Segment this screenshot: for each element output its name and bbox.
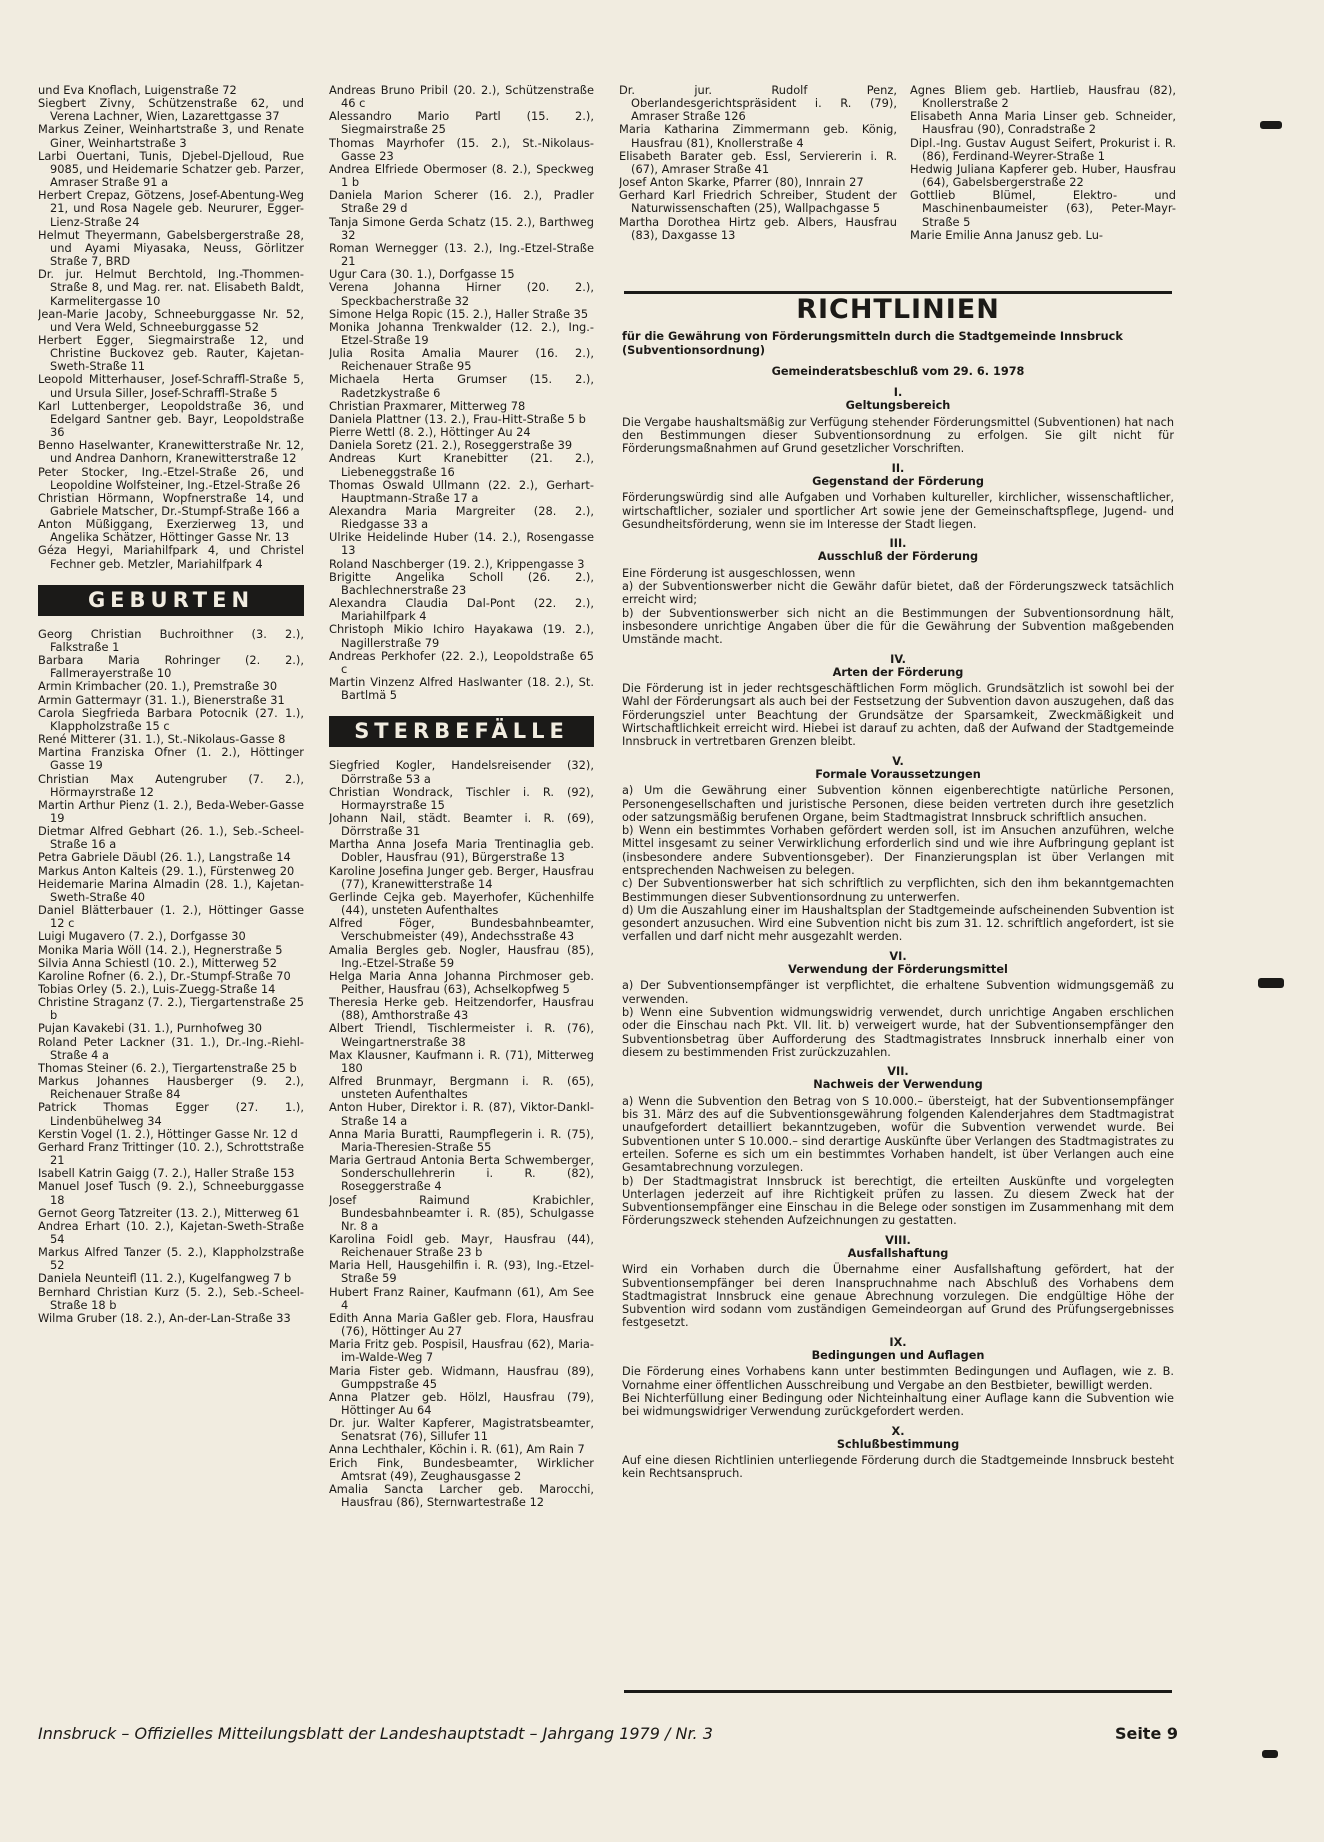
- list-entry: Dipl.-Ing. Gustav August Seifert, Prokurist i. R. (86), Ferdinand-Weyrer-Straße 1: [910, 135, 1176, 163]
- list-entry: Maria Katharina Zimmermann geb. König, Hausfrau (81), Knollerstraße 4: [619, 122, 897, 150]
- section-title: Gegenstand der Förderung: [812, 474, 984, 488]
- section-number: IV.: [890, 652, 906, 666]
- list-entry: Christian Praxmarer, Mitterweg 78: [329, 398, 526, 413]
- list-entry: Verena Johanna Hirner (20. 2.), Speckbacherstraße 32: [329, 280, 594, 308]
- top-rule: [624, 291, 1172, 294]
- section-paragraph: a) Der Subventionsempfänger ist verpflichtet, die erhaltene Subvention widmungsgemäß zu verwenden.: [622, 979, 1174, 1006]
- section-paragraph: b) Wenn eine Subvention widmungswidrig verwendet, durch unrichtige Angaben erschlichen oder die Einschau nach Pkt. VII. lit. b) verweigert wurde, hat der Subventionsempfänger den Subventionsbetrag über Aufforderung des Stadtmagistrates Innsbruck innerhalb einer von diesem zu bestimmenden Frist zurückzuzahlen.: [622, 1005, 1174, 1059]
- list-entry: Andrea Elfriede Obermoser (8. 2.), Speckweg 1 b: [329, 161, 594, 190]
- section-paragraph: Die Förderung eines Vorhabens kann unter bestimmten Bedingungen und Auflagen, wie z. B. Vornahme einer öffentlichen Ausschreibung und Vergabe an den Bestbieter, bewilligt werden.: [622, 1365, 1174, 1392]
- list-entry: Simone Helga Ropic (15. 2.), Haller Straße 35: [329, 306, 589, 321]
- list-entry: Brigitte Angelika Scholl (26. 2.), Bachlechnerstraße 23: [329, 569, 594, 597]
- list-entry: Pierre Wettl (8. 2.), Höttinger Au 24: [329, 425, 531, 440]
- section-title: Schlußbestimmung: [836, 1437, 960, 1451]
- list-entry: Marie Emilie Anna Janusz geb. Lu-: [910, 227, 1104, 242]
- list-entry: Peter Stocker, Ing.-Etzel-Straße 26, und Leopoldine Wolfsteiner, Ing.-Etzel-Straße 26: [38, 464, 304, 492]
- guideline-section: [622, 755, 1174, 944]
- list-entry: Alessandro Mario Partl (15. 2.), Siegmairstraße 25: [329, 109, 594, 137]
- list-entry: Markus Johannes Hausberger (9. 2.), Reichenauer Straße 84: [38, 1074, 304, 1102]
- guideline-section: [622, 386, 1174, 455]
- list-entry: Andreas Perkhofer (22. 2.), Leopoldstraße 65 c: [329, 648, 594, 676]
- list-entry: Karoline Josefina Junger geb. Berger, Hausfrau (77), Kranewitterstraße 14: [329, 863, 594, 891]
- bottom-rule: [624, 1690, 1172, 1693]
- list-entry: Andreas Kurt Kranebitter (21. 2.), Liebeneggstraße 16: [329, 451, 594, 479]
- list-entry: Monika Johanna Trenkwalder (12. 2.), Ing.-Etzel-Straße 19: [329, 319, 594, 347]
- list-entry: Anna Maria Buratti, Raumpflegerin i. R. (75), Maria-Theresien-Straße 55: [329, 1126, 594, 1154]
- section-title: Arten der Förderung: [832, 665, 964, 679]
- list-entry: Johann Nail, städt. Beamter i. R. (69), Dörrstraße 31: [329, 810, 594, 839]
- list-entry: Leopold Mitterhauser, Josef-Schraffl-Straße 5, und Ursula Siller, Josef-Schraffl-Straße 5: [38, 372, 304, 400]
- list-entry: Georg Christian Buchroithner (3. 2.), Falkstraße 1: [38, 626, 304, 654]
- list-entry: Edith Anna Maria Gaßler geb. Flora, Hausfrau (76), Höttinger Au 27: [329, 1310, 594, 1339]
- list-entry: Daniela Plattner (13. 2.), Frau-Hitt-Straße 5 b: [329, 411, 586, 426]
- deaths-list-continued-a: [619, 84, 897, 242]
- list-entry: Siegbert Zivny, Schützenstraße 62, und Verena Lachner, Wien, Lazarettgasse 37: [38, 96, 304, 124]
- section-paragraph: a) Wenn die Subvention den Betrag von S 10.000.– übersteigt, hat der Subventionsempfänger bis 31. März des auf die Subventionsgewährung folgenden Kalenderjahres dem Stadtmagistrat unaufgefordert detailliert bekanntzugeben, wofür die Subvention verwendet wurde. Bei Subventionen unter S 10.000.– sind derartige Auskünfte über Verlangen des Stadtmagistrates zu erteilen. Soferne es sich um ein bestimmtes Vorhaben handelt, ist über Verlangen auch eine Gesamtabrechnung vorzulegen.: [622, 1094, 1174, 1175]
- list-entry: Martina Franziska Ofner (1. 2.), Höttinger Gasse 19: [38, 745, 304, 773]
- births-list: [38, 628, 304, 1325]
- council-resolution: Gemeinderatsbeschluß vom 29. 6. 1978: [771, 364, 1025, 378]
- column-2: [329, 84, 594, 1724]
- list-entry: Thomas Oswald Ullmann (22. 2.), Gerhart-Hauptmann-Straße 17 a: [329, 477, 594, 505]
- column-1: [38, 84, 304, 1724]
- list-entry: Kerstin Vogel (1. 2.), Höttinger Gasse Nr. 12 d: [38, 1126, 298, 1141]
- list-entry: Géza Hegyi, Mariahilfpark 4, und Christel Fechner geb. Metzler, Mariahilfpark 4: [38, 543, 304, 571]
- section-number: VIII.: [885, 1233, 911, 1247]
- guidelines-sections: [622, 386, 1174, 1481]
- guideline-section: [622, 1336, 1174, 1419]
- list-entry: Markus Anton Kalteis (29. 1.), Fürstenweg 20: [38, 863, 295, 878]
- list-entry: Hedwig Juliana Kapferer geb. Huber, Hausfrau (64), Gabelsbergerstraße 22: [910, 161, 1176, 190]
- list-entry: Ugur Cara (30. 1.), Dorfgasse 15: [329, 267, 515, 282]
- list-entry: Gottlieb Blümel, Elektro- und Maschinenbaumeister (63), Peter-Mayr-Straße 5: [910, 188, 1176, 229]
- guideline-section: [622, 1425, 1174, 1481]
- section-paragraph: a) der Subventionswerber nicht die Gewähr dafür bietet, daß der Förderungszweck tatsächlich erreicht wird;: [622, 580, 1174, 607]
- list-entry: Markus Alfred Tanzer (5. 2.), Klappholzstraße 52: [38, 1245, 304, 1273]
- list-entry: Anna Lechthaler, Köchin i. R. (61), Am Rain 7: [329, 1442, 585, 1457]
- list-entry: Julia Rosita Amalia Maurer (16. 2.), Reichenauer Straße 95: [329, 346, 594, 374]
- section-paragraph: Wird ein Vorhaben durch die Übernahme einer Ausfallshaftung gefördert, hat der Subventionsempfänger bei deren Inanspruchnahme nach Abschluß des Vorhabens dem Stadtmagistrat Innsbruck eine genaue Abrechnung vorzulegen. Die endgültige Höhe der Subvention wird sodann vom zuständigen Gemeindeorgan auf Grund des Prüfungsergebnisses festgesetzt.: [622, 1263, 1174, 1330]
- section-title: Ausfallshaftung: [847, 1247, 949, 1260]
- section-paragraph: c) Der Subventionswerber hat sich schriftlich zu verpflichten, sich den ihm bekanntgemachten Bestimmungen dieser Subventionsordnung zu unterwerfen.: [622, 877, 1174, 904]
- births-list-continued: [329, 84, 594, 702]
- scan-mark-bottom: [1262, 1750, 1278, 1758]
- section-title: Ausschluß der Förderung: [817, 550, 979, 564]
- section-paragraph: d) Um die Auszahlung einer im Haushaltsplan der Stadtgemeinde aufscheinenden Subvention ist gesondert anzusuchen. Wird eine Subvention nicht bis zum 31. 12. schriftlich angefordert, ist sie verfallen und darf nicht mehr ausgezahlt werden.: [622, 903, 1174, 944]
- list-entry: Karl Luttenberger, Leopoldstraße 36, und Edelgard Santner geb. Bayr, Leopoldstraße 36: [38, 398, 304, 440]
- guidelines-title: RICHTLINIEN: [796, 297, 1000, 325]
- section-title: Geltungsbereich: [845, 399, 951, 413]
- list-entry: Martha Anna Josefa Maria Trentinaglia geb. Dobler, Hausfrau (91), Bürgerstraße 13: [329, 837, 594, 865]
- list-entry: Christoph Mikio Ichiro Hayakawa (19. 2.), Nagillerstraße 79: [329, 622, 594, 650]
- list-entry: Tobias Orley (5. 2.), Luis-Zuegg-Straße 14: [38, 982, 276, 996]
- section-number: VI.: [889, 949, 907, 963]
- list-entry: Maria Hell, Hausgehilfin i. R. (93), Ing.-Etzel-Straße 59: [329, 1258, 594, 1286]
- list-entry: Max Klausner, Kaufmann i. R. (71), Mitterweg 180: [329, 1047, 594, 1075]
- list-entry: Roland Peter Lackner (31. 1.), Dr.-Ing.-Riehl-Straße 4 a: [38, 1034, 304, 1062]
- list-entry: Daniel Blätterbauer (1. 2.), Höttinger Gasse 12 c: [38, 903, 304, 931]
- list-entry: Alexandra Maria Margreiter (28. 2.), Riedgasse 33 a: [329, 504, 594, 532]
- list-entry: Dr. jur. Walter Kapferer, Magistratsbeamter, Senatsrat (76), Sillufer 11: [329, 1416, 594, 1444]
- section-title: Bedingungen und Auflagen: [811, 1349, 985, 1363]
- list-entry: Carola Siegfrieda Barbara Potocnik (27. 1.), Klappholzstraße 15 c: [38, 705, 304, 733]
- list-entry: Dr. jur. Helmut Berchtold, Ing.-Thommen-Straße 8, und Mag. rer. nat. Elisabeth Baldt, Karmelitergasse 10: [38, 267, 304, 308]
- list-entry: Siegfried Kogler, Handelsreisender (32), Dörrstraße 53 a: [329, 758, 594, 786]
- scan-mark-middle: [1258, 978, 1284, 988]
- page-footer: [38, 1724, 1178, 1746]
- list-entry: Josef Raimund Krabichler, Bundesbahnbeamter i. R. (85), Schulgasse Nr. 8 a: [329, 1192, 594, 1233]
- list-entry: Theresia Herke geb. Heitzendorfer, Hausfrau (88), Amthorstraße 43: [329, 995, 594, 1023]
- list-entry: Silvia Anna Schiestl (10. 2.), Mitterweg 52: [38, 955, 277, 970]
- guidelines-subtitle: für die Gewährung von Förderungsmitteln durch die Stadtgemeinde Innsbruck (Subventionsordnung): [622, 330, 1123, 357]
- list-entry: Heidemarie Marina Almadin (28. 1.), Kajetan-Sweth-Straße 40: [38, 876, 304, 904]
- section-paragraph: b) der Subventionswerber sich nicht an die Bestimmungen der Subventionsordnung hält, insbesondere unrichtige Angaben über die für die Gewährung der Subvention maßgebenden Umstände macht.: [622, 606, 1174, 647]
- list-entry: Wilma Gruber (18. 2.), An-der-Lan-Straße 33: [38, 1310, 291, 1325]
- list-entry: Martin Vinzenz Alfred Haslwanter (18. 2.), St. Bartlmä 5: [329, 675, 594, 703]
- list-entry: Isabell Katrin Gaigg (7. 2.), Haller Straße 153: [38, 1166, 295, 1181]
- guideline-section: [622, 537, 1174, 646]
- guideline-section: [622, 1065, 1174, 1228]
- list-entry: Albert Triendl, Tischlermeister i. R. (76), Weingartnerstraße 38: [329, 1021, 594, 1049]
- list-entry: Karolina Foidl geb. Mayr, Hausfrau (44), Reichenauer Straße 23 b: [329, 1231, 594, 1260]
- section-paragraph: Bei Nichterfüllung einer Bedingung oder Nichteinhaltung einer Auflage kann die Subvention wie bei widmungswidriger Verwendung zurückgefordert werden.: [622, 1391, 1174, 1419]
- list-entry: Amalia Bergles geb. Nogler, Hausfrau (85), Ing.-Etzel-Straße 59: [329, 942, 594, 970]
- section-paragraph: b) Wenn ein bestimmtes Vorhaben gefördert werden soll, ist im Ansuchen anzuführen, welche Mittel insgesamt zu seiner Verwirklichung erforderlich sind und wie ihre Aufbringung geplant ist (insbesondere andere Subventionsgeber). Der Finanzierungsplan ist über Verlangen mit entsprechenden Nachweisen zu belegen.: [622, 824, 1174, 877]
- list-entry: Elisabeth Barater geb. Essl, Serviererin i. R. (67), Amraser Straße 41: [619, 148, 897, 176]
- list-entry: Markus Zeiner, Weinhartstraße 3, und Renate Giner, Weinhartstraße 3: [38, 122, 304, 150]
- list-entry: Ulrike Heidelinde Huber (14. 2.), Rosengasse 13: [329, 530, 594, 558]
- list-entry: Luigi Mugavero (7. 2.), Dorfgasse 30: [38, 929, 246, 944]
- list-entry: Maria Fister geb. Widmann, Hausfrau (89), Gumppstraße 45: [329, 1363, 594, 1391]
- footer-publication: Innsbruck – Offizielles Mitteilungsblatt der Landeshauptstadt – Jahrgang 1979 / Nr. 3: [38, 1724, 713, 1743]
- guideline-section: [622, 653, 1174, 749]
- section-paragraph: Auf eine diesen Richtlinien unterliegende Förderung durch die Stadtgemeinde Innsbruck besteht kein Rechtsanspruch.: [622, 1454, 1174, 1481]
- section-number: II.: [891, 461, 905, 475]
- section-title: Verwendung der Förderungsmittel: [788, 963, 1008, 977]
- list-entry: Daniela Marion Scherer (16. 2.), Pradler Straße 29 d: [329, 188, 594, 216]
- list-entry: Helga Maria Anna Johanna Pirchmoser geb. Peither, Hausfrau (63), Achselkopfweg 5: [329, 968, 594, 996]
- list-entry: Alexandra Claudia Dal-Pont (22. 2.), Mariahilfpark 4: [329, 596, 594, 624]
- guideline-section: [622, 1234, 1174, 1330]
- section-paragraph: Die Vergabe haushaltsmäßig zur Verfügung stehender Förderungsmittel (Subventionen) hat nach den Bestimmungen dieser Subventionsordnung zu erfolgen. Sie gilt nicht für Förderungsmaßnahmen auf Grund gesetzlicher Vorschriften.: [622, 415, 1174, 456]
- list-entry: Christian Hörmann, Wopfnerstraße 14, und Gabriele Matscher, Dr.-Stumpf-Straße 166 a: [38, 490, 304, 518]
- list-entry: Helmut Theyermann, Gabelsbergerstraße 28, und Ayami Miyasaka, Neuss, Görlitzer Straße 7, BRD: [38, 227, 304, 269]
- list-entry: Gerhard Karl Friedrich Schreiber, Student der Naturwissenschaften (25), Wallpachgasse 5: [619, 188, 897, 216]
- list-entry: Andrea Erhart (10. 2.), Kajetan-Sweth-Straße 54: [38, 1218, 304, 1246]
- list-entry: Anton Müßiggang, Exerzierweg 13, und Angelika Schätzer, Höttinger Gasse Nr. 13: [38, 517, 304, 545]
- list-entry: Daniela Neunteifl (11. 2.), Kugelfangweg 7 b: [38, 1271, 292, 1286]
- list-entry: Alfred Föger, Bundesbahnbeamter, Verschubmeister (49), Andechsstraße 43: [329, 916, 594, 944]
- section-paragraph: b) Der Stadtmagistrat Innsbruck ist berechtigt, die erteilten Auskünfte und vorgelegten Unterlagen jederzeit auf ihre Richtigkeit prüfen zu lassen. Zu diesem Zweck hat der Subventionsempfänger eine Einschau in die Belege oder sonstigen im Zusammenhang mit dem Förderungszweck stehenden Aufzeichnungen zu gestatten.: [622, 1174, 1174, 1228]
- list-entry: Gerlinde Cejka geb. Mayerhofer, Küchenhilfe (44), unsteten Aufenthaltes: [329, 889, 594, 918]
- guideline-section: [622, 462, 1174, 531]
- list-entry: Alfred Brunmayr, Bergmann i. R. (65), unsteten Aufenthaltes: [329, 1074, 594, 1102]
- list-entry: Bernhard Christian Kurz (5. 2.), Seb.-Scheel-Straße 18 b: [38, 1284, 304, 1312]
- deaths-list: [329, 759, 594, 1509]
- list-entry: Roland Naschberger (19. 2.), Krippengasse 3: [329, 556, 585, 571]
- list-entry: Armin Gattermayr (31. 1.), Bienerstraße 31: [38, 692, 285, 707]
- list-entry: Roman Wernegger (13. 2.), Ing.-Etzel-Straße 21: [329, 240, 594, 269]
- list-entry: Christian Wondrack, Tischler i. R. (92), Hormayrstraße 15: [329, 784, 594, 812]
- list-entry: Agnes Bliem geb. Hartlieb, Hausfrau (82), Knollerstraße 2: [910, 84, 1176, 111]
- list-entry: Maria Gertraud Antonia Berta Schwemberger, Sonderschullehrerin i. R. (82), Roseggerstraße 4: [329, 1153, 594, 1194]
- births-heading: GEBURTEN: [38, 585, 304, 616]
- list-entry: René Mitterer (31. 1.), St.-Nikolaus-Gasse 8: [38, 732, 286, 747]
- list-entry: Thomas Mayrhofer (15. 2.), St.-Nikolaus-Gasse 23: [329, 135, 594, 163]
- section-title: Nachweis der Verwendung: [813, 1078, 983, 1092]
- section-number: IX.: [889, 1335, 907, 1349]
- list-entry: Gernot Georg Tatzreiter (13. 2.), Mitterweg 61: [38, 1205, 300, 1220]
- section-paragraph: Förderungswürdig sind alle Aufgaben und Vorhaben kultureller, kirchlicher, wissenschaftlicher, wirtschaftlicher, sozialer und sportlicher Art sowie jene der Gemeinschaftspflege, Jugend- und Gesundheitsförderung, wenn sie im Interesse der Stadt liegen.: [622, 491, 1174, 531]
- column-3: [619, 84, 897, 280]
- deaths-heading: STERBEFÄLLE: [329, 716, 594, 747]
- list-entry: Anna Platzer geb. Hölzl, Hausfrau (79), Höttinger Au 64: [329, 1389, 594, 1417]
- marriages-list-1: [38, 84, 304, 571]
- section-number: VII.: [887, 1065, 909, 1079]
- list-entry: Armin Krimbacher (20. 1.), Premstraße 30: [38, 679, 278, 694]
- scan-mark-top: [1260, 121, 1282, 129]
- list-entry: Michaela Herta Grumser (15. 2.), Radetzkystraße 6: [329, 372, 594, 400]
- list-entry: Dietmar Alfred Gebhart (26. 1.), Seb.-Scheel-Straße 16 a: [38, 824, 304, 852]
- list-entry: Gerhard Franz Trittinger (10. 2.), Schrottstraße 21: [38, 1139, 304, 1168]
- list-entry: Andreas Bruno Pribil (20. 2.), Schützenstraße 46 c: [329, 84, 594, 111]
- page-number: Seite 9: [1114, 1724, 1178, 1743]
- guidelines-section: [622, 297, 1174, 1682]
- section-title: Formale Voraussetzungen: [815, 767, 981, 781]
- list-entry: Elisabeth Anna Maria Linser geb. Schneider, Hausfrau (90), Conradstraße 2: [910, 109, 1176, 137]
- column-4: [910, 84, 1176, 280]
- guideline-section: [622, 950, 1174, 1059]
- list-entry: Jean-Marie Jacoby, Schneeburggasse Nr. 52, und Vera Weld, Schneeburggasse 52: [38, 306, 304, 334]
- list-entry: Karoline Rofner (6. 2.), Dr.-Stumpf-Straße 70: [38, 968, 291, 983]
- list-entry: Daniela Soretz (21. 2.), Roseggerstraße 39: [329, 438, 573, 453]
- list-entry: Patrick Thomas Egger (27. 1.), Lindenbühelweg 34: [38, 1100, 304, 1128]
- list-entry: Thomas Steiner (6. 2.), Tiergartenstraße 25 b: [38, 1060, 297, 1075]
- list-entry: Hubert Franz Rainer, Kaufmann (61), Am See 4: [329, 1284, 594, 1312]
- section-paragraph: Eine Förderung ist ausgeschlossen, wenn: [622, 566, 856, 580]
- section-number: III.: [889, 537, 907, 551]
- section-number: X.: [891, 1424, 905, 1438]
- list-entry: Manuel Josef Tusch (9. 2.), Schneeburggasse 18: [38, 1179, 304, 1207]
- list-entry: Martin Arthur Pienz (1. 2.), Beda-Weber-Gasse 19: [38, 797, 304, 825]
- list-entry: Monika Maria Wöll (14. 2.), Hegnerstraße 5: [38, 942, 283, 957]
- list-entry: Benno Haselwanter, Kranewitterstraße Nr. 12, und Andrea Danhorn, Kranewitterstraße 12: [38, 438, 304, 466]
- list-entry: Anton Huber, Direktor i. R. (87), Viktor-Dankl-Straße 14 a: [329, 1100, 594, 1128]
- list-entry: und Eva Knoflach, Luigenstraße 72: [38, 84, 237, 97]
- list-entry: Amalia Sancta Larcher geb. Marocchi, Hausfrau (86), Sternwartestraße 12: [329, 1481, 594, 1510]
- list-entry: Larbi Ouertani, Tunis, Djebel-Djelloud, Rue 9085, und Heidemarie Schatzer geb. Parzer, Amraser Straße 91 a: [38, 148, 304, 190]
- section-number: V.: [892, 754, 904, 768]
- list-entry: Pujan Kavakebi (31. 1.), Purnhofweg 30: [38, 1021, 263, 1036]
- list-entry: Christine Straganz (7. 2.), Tiergartenstraße 25 b: [38, 995, 304, 1023]
- section-paragraph: a) Um die Gewährung einer Subvention können eigenberechtigte natürliche Personen, Personengesellschaften und juristische Personen, diese beiden vertreten durch ihre gesetzlich oder satzungsmäßig berufenen Organe, beim Stadtmagistrat Innsbruck schriftlich ansuchen.: [622, 784, 1174, 824]
- section-number: I.: [893, 386, 903, 400]
- list-entry: Herbert Crepaz, Götzens, Josef-Abentung-Weg 21, und Rosa Nagele geb. Neururer, Egger-Lienz-Straße 24: [38, 188, 304, 229]
- list-entry: Dr. jur. Rudolf Penz, Oberlandesgerichtspräsident i. R. (79), Amraser Straße 126: [619, 84, 897, 124]
- list-entry: Josef Anton Skarke, Pfarrer (80), Innrain 27: [619, 175, 864, 190]
- list-entry: Petra Gabriele Däubl (26. 1.), Langstraße 14: [38, 850, 291, 865]
- list-entry: Maria Fritz geb. Pospisil, Hausfrau (62), Maria-im-Walde-Weg 7: [329, 1337, 594, 1365]
- list-entry: Barbara Maria Rohringer (2. 2.), Fallmerayerstraße 10: [38, 653, 304, 681]
- deaths-list-continued-b: [910, 84, 1176, 242]
- list-entry: Erich Fink, Bundesbeamter, Wirklicher Amtsrat (49), Zeughausgasse 2: [329, 1455, 594, 1483]
- list-entry: Tanja Simone Gerda Schatz (15. 2.), Barthweg 32: [329, 214, 594, 242]
- list-entry: Martha Dorothea Hirtz geb. Albers, Hausfrau (83), Daxgasse 13: [619, 214, 897, 242]
- list-entry: Herbert Egger, Siegmairstraße 12, und Christine Buckovez geb. Rauter, Kajetan-Sweth-Straße 11: [38, 332, 304, 374]
- section-paragraph: Die Förderung ist in jeder rechtsgeschäftlichen Form möglich. Grundsätzlich ist sowohl bei der Wahl der Förderungsart als auch bei der Festsetzung der Subvention davon auszugehen, daß das Förderungsziel unter Beachtung der Grundsätze der Sparsamkeit, Zweckmäßigkeit und Wirtschaftlichkeit erreicht wird. Hiebei ist darauf zu achten, daß der Aufwand der Stadtgemeinde Innsbruck in vertretbaren Grenzen bleibt.: [622, 682, 1174, 749]
- list-entry: Christian Max Autengruber (7. 2.), Hörmayrstraße 12: [38, 771, 304, 799]
